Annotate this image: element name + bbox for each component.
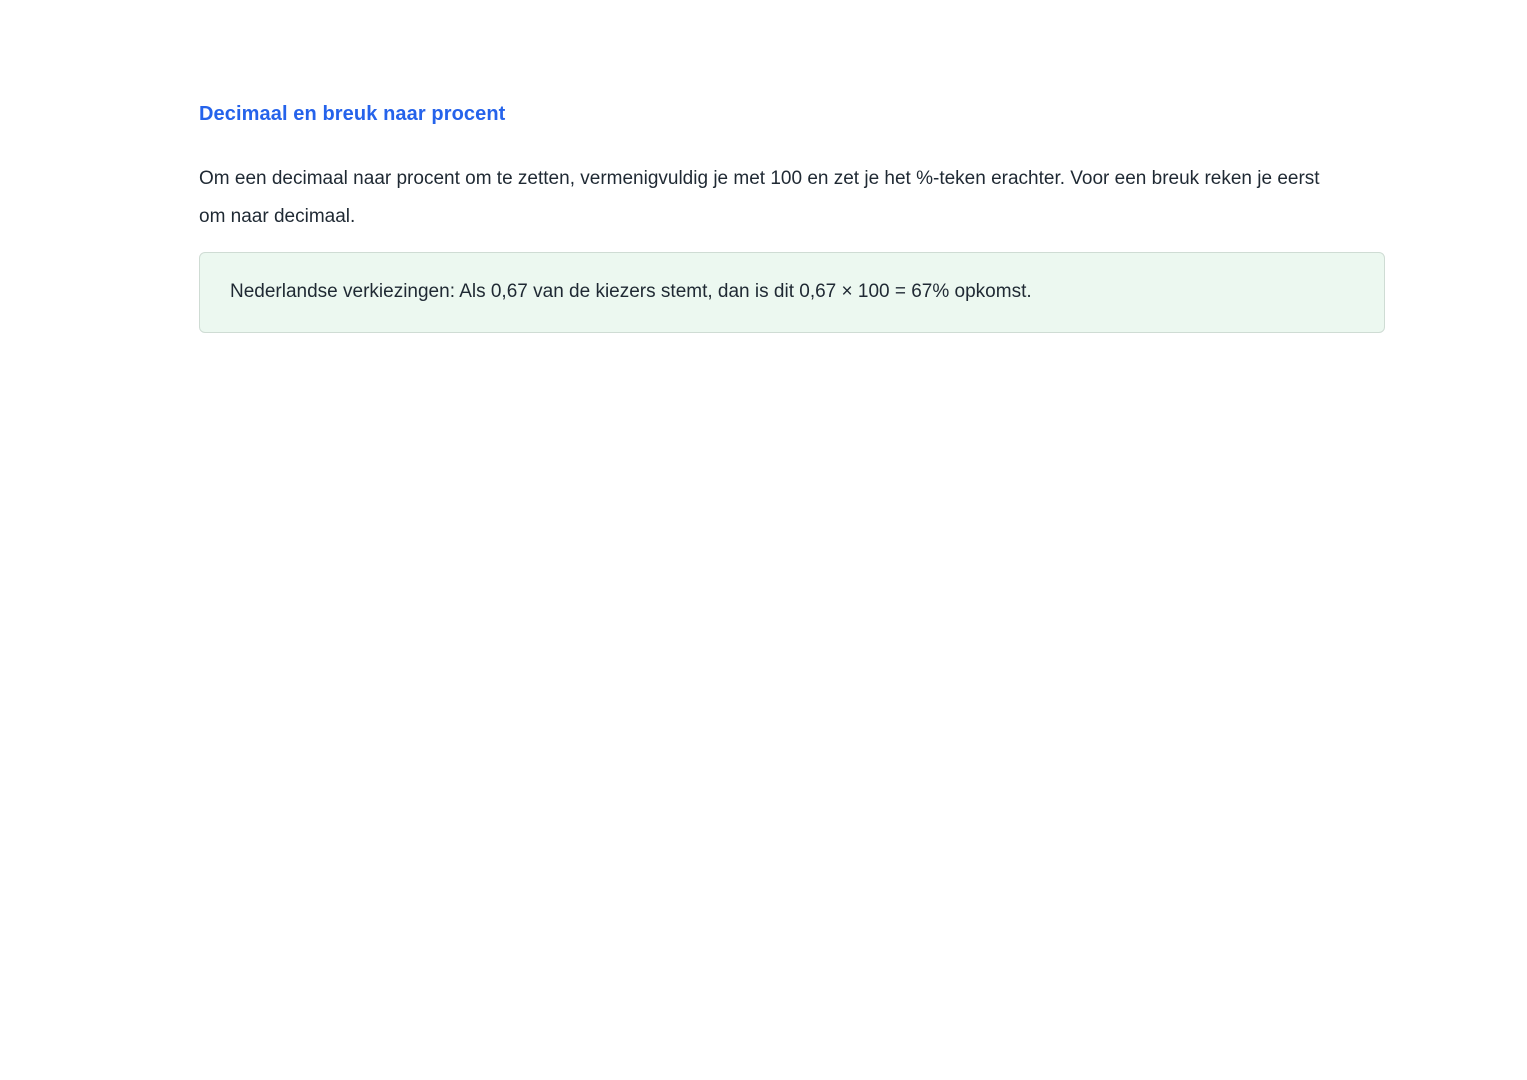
- example-callout-box: [199, 252, 1385, 333]
- lesson-content: [199, 101, 1385, 333]
- example-text: Nederlandse verkiezingen: Als 0,67 van de kiezers stemt, dan is dit 0,67 × 100 = 67% opkomst.: [230, 281, 1032, 302]
- lesson-paragraph: Om een decimaal naar procent om te zetten, vermenigvuldig je met 100 en zet je het %-teken erachter. Voor een breuk reken je eerst om naar decimaal.: [199, 168, 1320, 227]
- section-heading: Decimaal en breuk naar procent: [199, 103, 506, 125]
